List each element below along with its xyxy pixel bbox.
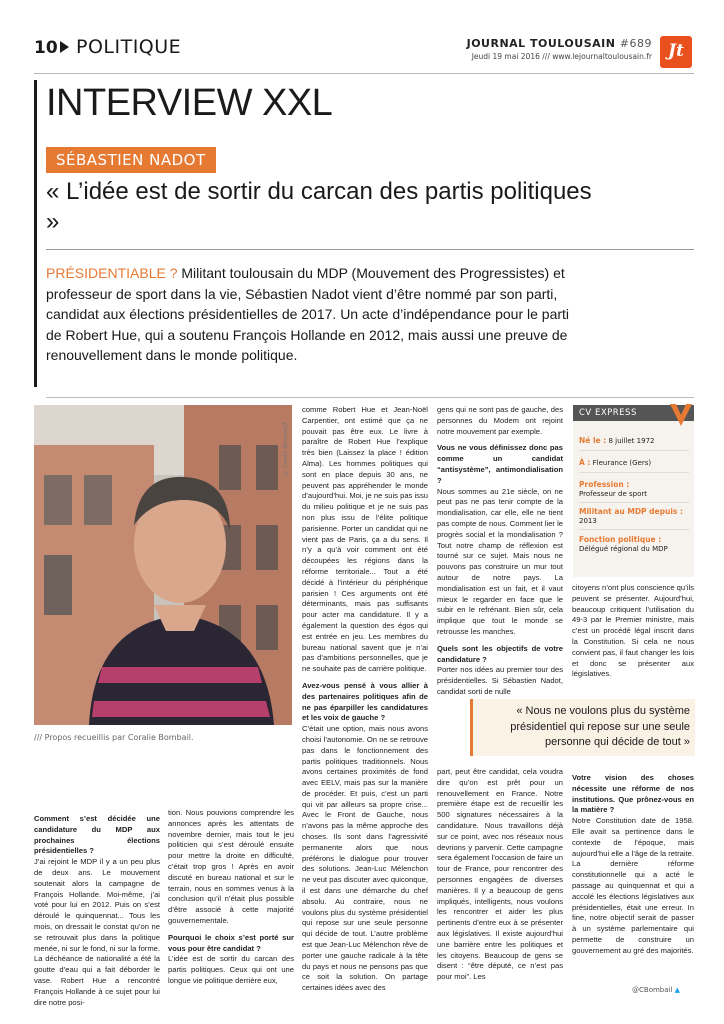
rubric-title: INTERVIEW XXL	[46, 82, 333, 124]
column-5-middle	[572, 583, 694, 680]
journal-logo: Jt	[660, 36, 692, 68]
cv-express-title: CV EXPRESS	[573, 405, 694, 421]
cv-chevron-icon	[668, 402, 694, 430]
cv-item-function	[579, 535, 689, 557]
article-lead	[46, 263, 572, 366]
cv-item-birthdate	[579, 436, 689, 451]
pull-quote: « Nous ne voulons plus du système présidentiel qui repose sur une seule personne qui décide de tout »	[510, 705, 690, 748]
section-arrow-icon	[60, 41, 69, 53]
issue-number: #689	[619, 37, 652, 50]
lead-kicker: PRÉSIDENTIABLE ?	[46, 265, 178, 281]
journal-title: JOURNAL TOULOUSAIN	[466, 37, 616, 50]
interview-answer: comme Robert Hue et Jean-Noël Carpentier, ont estimé que ça ne pouvait pas être eux. Le livre à paraître de Robert Hue l’explique très bien (Laissez la place ! édition Alma). Les hommes politiques qui sont en place depuis 30 ans, ne peuvent pas appréhender le monde d’aujourd’hui. Moi, je ne suis pas issu du milieu politique et je ne suis pas non plus issu de l’élite politique parisienne. Porter un candidat qui ne vient pas de Paris, ça a du sens. Il n’y a qu’à voir comment ont été découpées les régions dans la réforme territoriale... Tout a été décidé à l’intérieur du périphérique parisien ! Ces arguments ont été déterminants, mais pas suffisants pour acter ma candidature. Il y a également la question des égos qui est entrée en jeu. Les membres du bureau national savent que je n’ai pas d’ambitions personnelles, que je ne souhaite pas de carrière politique.	[302, 405, 428, 674]
cv-label: À :	[579, 458, 591, 467]
interview-question: Pourquoi le choix s’est porté sur vous pour être candidat ?	[168, 932, 294, 953]
cv-label: Militant au MDP depuis :	[579, 507, 683, 516]
header-divider	[34, 73, 694, 74]
interview-answer: gens qui ne sont pas de gauche, des personnes du Modem ont rejoint notre mouvement par exemple.	[437, 405, 563, 436]
interview-question: Comment s’est décidée une candidature du MDP aux prochaines élections présidentielles ?	[34, 814, 160, 856]
column-5-bottom	[572, 767, 694, 957]
interview-question: Vous ne vous définissez donc pas comme un candidat “antisystème”, antimondialisation ?	[437, 443, 563, 485]
cv-item-birthplace	[579, 458, 689, 473]
portrait-illustration	[34, 405, 292, 725]
cv-item-profession	[579, 480, 689, 503]
portrait-photo	[34, 405, 292, 725]
cv-value: 2013	[579, 516, 597, 525]
lead-text: Militant toulousain du MDP (Mouvement des Progressistes) et professeur de sport dans la vie, Sébastien Nadot vient d’être nommé par son parti, candidat aux élections présidentielles de 2017. Un acte d’indépendance pour le parti de Robert Hue, qui a soutenu François Hollande en 2012, mais aussi une preuve de renouvellement dans le monde politique.	[46, 265, 570, 363]
journal-name	[467, 37, 652, 50]
interview-answer: J’ai rejoint le MDP il y a un peu plus de deux ans. Le mouvement soutenait alors la campagne de François Hollande. Moi-même, j’ai voté pour lui en 2012. Puis on s’est déroulé le quinquennat... Tous les mois, on dressait le constat qu’on ne se retrouvait plus dans la politique menée, ni sur le fond, ni sur la forme. La déchéance de nationalité a été la goutte d’eau qui a fait déborder le vase. Robert Hue a rencontré François Hollande à ce sujet pour lui dire notre posi-	[34, 857, 160, 1007]
cv-value: 8 juillet 1972	[608, 437, 655, 445]
interview-answer: Notre Constitution date de 1958. Elle avait sa pertinence dans le contexte de l’époque, mais aujourd’hui elle a l’âge de la retraite. La dernière réforme constitutionnelle qui a acté le passage au quinquennat et qui a accolé les élections législatives aux présidentielles, était une erreur. In fine, notre objectif serait de passer à un système parlementaire qui permette de construire un gouvernement au gré des majorités.	[572, 816, 695, 955]
article-headline: « L’idée est de sortir du carcan des partis politiques »	[46, 178, 592, 235]
cv-label: Fonction politique :	[579, 535, 662, 544]
interview-question: Votre vision des choses nécessite une réforme de nos institutions. Que prônez-vous en la matière ?	[572, 773, 694, 815]
photo-credit: © Coralie Bombail/JT	[283, 422, 289, 476]
interviewee-name-tag: SÉBASTIEN NADOT	[46, 147, 216, 173]
interview-answer: part, peut être candidat, cela voudra dire qu’on est prêt pour un renouvellement en France. Notre première étape est de recueillir les 500 signatures nécessaires à la candidature. Nous travaillons déjà sur ce point, avec nos réseaux nous devrions y parvenir. Cette campagne sera également l’occasion de faire un tour de France, pour rencontrer des personnes engagées de diverses manières. Il y a beaucoup de gens impliqués, intelligents, nous voulons les rencontrer et aider les plus pertinents d’entre eux à se présenter aux législatives. Il existe aujourd’hui une barrière entre les politiques et les citoyens. Beaucoup de gens se disent : “être député, ce n’est pas pour moi”. Les	[437, 767, 563, 982]
column-4-top	[437, 405, 563, 698]
interview-answer: L’idée est de sortir du carcan des partis politiques. Ceux qui ont une longue vie politique derrière eux,	[168, 954, 294, 985]
lead-divider	[46, 397, 694, 398]
column-1-bottom	[34, 808, 160, 1008]
cv-label: Né le :	[579, 436, 607, 445]
cv-value: Délégué régional du MDP	[579, 544, 668, 553]
interview-answer: citoyens n’ont plus conscience qu’ils peuvent se présenter. Aujourd’hui, beaucoup critiquent l’utilisation du 49-3 par le Premier ministre, mais c’est un procédé légal inscrit dans la Constitution. Si cela ne nous convient pas, il faut changer les lois et donc se présenter aux législatives.	[572, 583, 694, 679]
column-2-bottom	[168, 808, 294, 987]
column-3	[302, 405, 428, 994]
cv-value: Fleurance (Gers)	[592, 459, 652, 467]
interview-answer: Porter nos idées au premier tour des présidentielles. Si Sébastien Nadot, candidat sorti de nulle	[437, 665, 563, 696]
cv-item-member-since	[579, 507, 689, 530]
photo-caption: /// Propos recueillis par Coralie Bombail.	[34, 733, 194, 742]
column-4-bottom	[437, 767, 563, 983]
page-number: 10	[34, 38, 58, 58]
twitter-handle-text: @CBombail	[632, 986, 673, 994]
date-line[interactable]: Jeudi 19 mai 2016 /// www.lejournaltoulousain.fr	[471, 52, 652, 61]
headline-divider	[46, 249, 694, 250]
author-twitter-handle[interactable]	[632, 986, 680, 994]
interview-question: Quels sont les objectifs de votre candidature ?	[437, 643, 563, 664]
section-title: POLITIQUE	[76, 36, 182, 58]
cv-value: Professeur de sport	[579, 489, 647, 498]
interview-answer: C’était une option, mais nous avons choisi l’autonomie. On ne se retrouve pas dans le fonctionnement des partis politiques traditionnels. Nous avons certaines proximités de fond avec EELV, mais pas sur la manière de procéder. Et puis, c’est un parti qui vit par ailleurs sa propre crise... Avec le Front de Gauche, nous n’avons pas la même approche des choses. Ils sont dans l’agressivité permanente alors que nous préférons le dialogue pour trouver des solutions. Jean-Luc Mélenchon ne veut pas discuter avec quiconque, il est dans une démarche du chef absolu. Au contraire, nous ne voulons plus du système présidentiel qui repose sur une seule personne qui décide de tout. L’autre problème est que Jean-Luc Mélenchon rêve de porter une gauche radicale à la tête du pays et nous ne pensons pas que ce soit la solution. On partage certaines idées avec des	[302, 724, 428, 993]
cv-label: Profession :	[579, 480, 630, 489]
interview-answer: Nous sommes au 21e siècle, on ne peut pas ne pas tenir compte de la mondialisation, car elle, elle ne tient pas compte de nous. Comment lier le progrès social et la mondialisation ? Tout notre champ de réflexion est tourné sur ce sujet. Mais nous ne pouvons pas construire un mur tout autour de notre pays. La mondialisation est un fait, et il vaut mieux le regarder en face que le subir en le refrénant. Bien sûr, cela implique que tout le monde se retrousse les manches.	[437, 486, 563, 636]
interview-answer: tion. Nous pouvions comprendre les annonces après les attentats de novembre dernier, mais tout le jeu politicien qui s’est déroulé ensuite pour mettre la droite en difficulté, c’était trop gros ! Après en avoir discuté en bureau national et sur le terrain, nous en sommes venus à la conclusion qu’il n’était plus possible d’être associé à cette majorité gouvernementale.	[168, 808, 294, 925]
title-accent-bar	[34, 80, 37, 387]
twitter-bird-icon: ▲	[674, 986, 681, 994]
interview-question: Avez-vous pensé à vous allier à des partenaires politiques afin de ne pas éparpiller les candidatures et les voix de gauche ?	[302, 680, 428, 723]
